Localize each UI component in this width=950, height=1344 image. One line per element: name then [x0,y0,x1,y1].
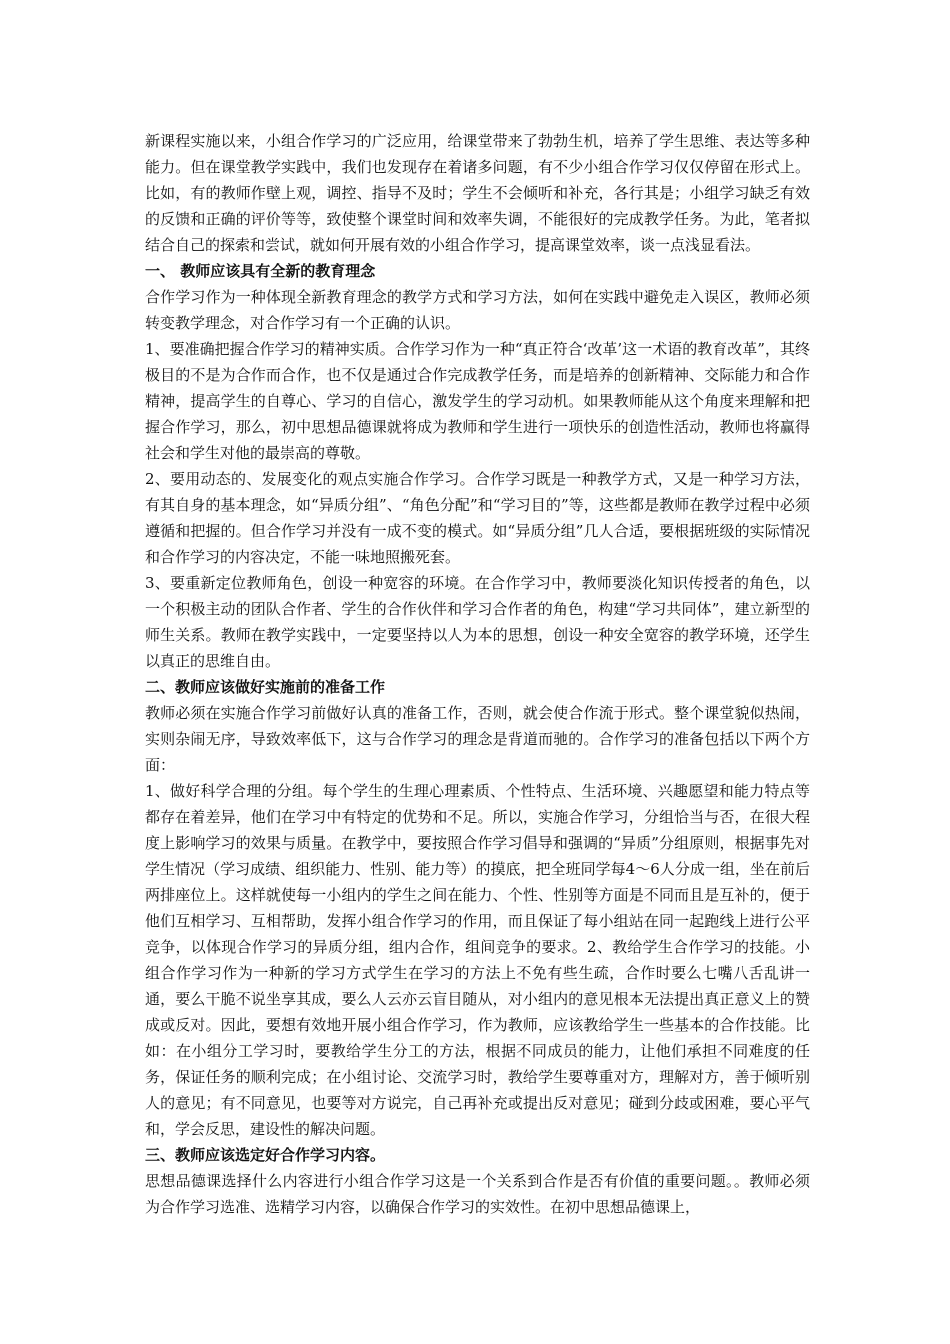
section-1-paragraph-2: 1、要准确把握合作学习的精神实质。合作学习作为一种“真正符合‘改革’这一术语的教育改革”，其终极目的不是为合作而合作，也不仅是通过合作完成教学任务，而是培养的创新精神、交际能力和合作精神，提高学生的自尊心、学习的自信心，激发学生的学习动机。如果教师能从这个角度来理解和把握合作学习，那么，初中思想品德课就将成为教师和学生进行一项快乐的创造性活动，教师也将赢得社会和学生对他的最崇高的尊敬。 [145,340,810,462]
section-2-paragraph-2: 1、做好科学合理的分组。每个学生的生理心理素质、个性特点、生活环境、兴趣愿望和能力特点等都存在着差异，他们在学习中有特定的优势和不足。所以，实施合作学习，分组恰当与否，在很大程度上影响学习的效果与质量。在教学中，要按照合作学习倡导和强调的“异质”分组原则，根据事先对学生情况（学习成绩、组织能力、性别、能力等）的摸底，把全班同学每4～6人分成一组，坐在前后两排座位上。这样就使每一小组内的学生之间在能力、个性、性别等方面是不同而且是互补的，便于他们互相学习、互相帮助，发挥小组合作学习的作用，而且保证了每小组站在同一起跑线上进行公平竞争，以体现合作学习的异质分组，组内合作，组间竞争的要求。2、教给学生合作学习的技能。小组合作学习作为一种新的学习方式学生在学习的方法上不免有些生疏，合作时要么七嘴八舌乱讲一通，要么干脆不说坐享其成，要么人云亦云盲目随从，对小组内的意见根本无法提出真正意义上的赞成或反对。因此，要想有效地开展小组合作学习，作为教师，应该教给学生一些基本的合作技能。比如：在小组分工学习时，要教给学生分工的方法，根据不同成员的能力，让他们承担不同难度的任务，保证任务的顺利完成；在小组讨论、交流学习时，教给学生要尊重对方，理解对方，善于倾听别人的意见；有不同意见，也要等对方说完，自己再补充或提出反对意见；碰到分歧或困难，要心平气和，学会反思，建设性的解决问题。 [145,782,810,1138]
section-3-heading: 三、教师应该选定好合作学习内容。 [145,1146,386,1164]
section-3-paragraph-1: 思想品德课选择什么内容进行小组合作学习这是一个关系到合作是否有价值的重要问题。。教师必须为合作学习选准、选精学习内容，以确保合作学习的实效性。在初中思想品德课上， [145,1172,810,1216]
section-1-heading: 一、 教师应该具有全新的教育理念 [145,262,376,280]
section-2-heading: 二、教师应该做好实施前的准备工作 [145,678,386,696]
section-2-paragraph-1: 教师必须在实施合作学习前做好认真的准备工作，否则，就会使合作流于形式。整个课堂貌似热闹，实则杂闹无序，导致效率低下，这与合作学习的理念是背道而驰的。合作学习的准备包括以下两个方面： [145,704,810,774]
section-1-paragraph-1: 合作学习作为一种体现全新教育理念的教学方式和学习方法，如何在实践中避免走入误区，教师必须转变教学理念，对合作学习有一个正确的认识。 [145,288,810,332]
section-1-paragraph-4: 3、要重新定位教师角色，创设一种宽容的环境。在合作学习中，教师要淡化知识传授者的角色，以一个积极主动的团队合作者、学生的合作伙伴和学习合作者的角色，构建“学习共同体”，建立新型的师生关系。教师在教学实践中，一定要坚持以人为本的思想，创设一种安全宽容的教学环境，还学生以真正的思维自由。 [145,574,810,670]
document-page [145,128,810,1220]
section-1-paragraph-3: 2、要用动态的、发展变化的观点实施合作学习。合作学习既是一种教学方式，又是一种学习方法，有其自身的基本理念，如“异质分组”、“角色分配”和“学习目的”等，这些都是教师在教学过程中必须遵循和把握的。但合作学习并没有一成不变的模式。如“异质分组”几人合适，要根据班级的实际情况和合作学习的内容决定，不能一味地照搬死套。 [145,470,810,566]
intro-paragraph: 新课程实施以来，小组合作学习的广泛应用，给课堂带来了勃勃生机，培养了学生思维、表达等多种能力。但在课堂教学实践中，我们也发现存在着诸多问题，有不少小组合作学习仅仅停留在形式上。比如，有的教师作壁上观，调控、指导不及时；学生不会倾听和补充，各行其是；小组学习缺乏有效的反馈和正确的评价等等，致使整个课堂时间和效率失调，不能很好的完成教学任务。为此，笔者拟结合自己的探索和尝试，就如何开展有效的小组合作学习，提高课堂效率，谈一点浅显看法。 [145,132,810,254]
